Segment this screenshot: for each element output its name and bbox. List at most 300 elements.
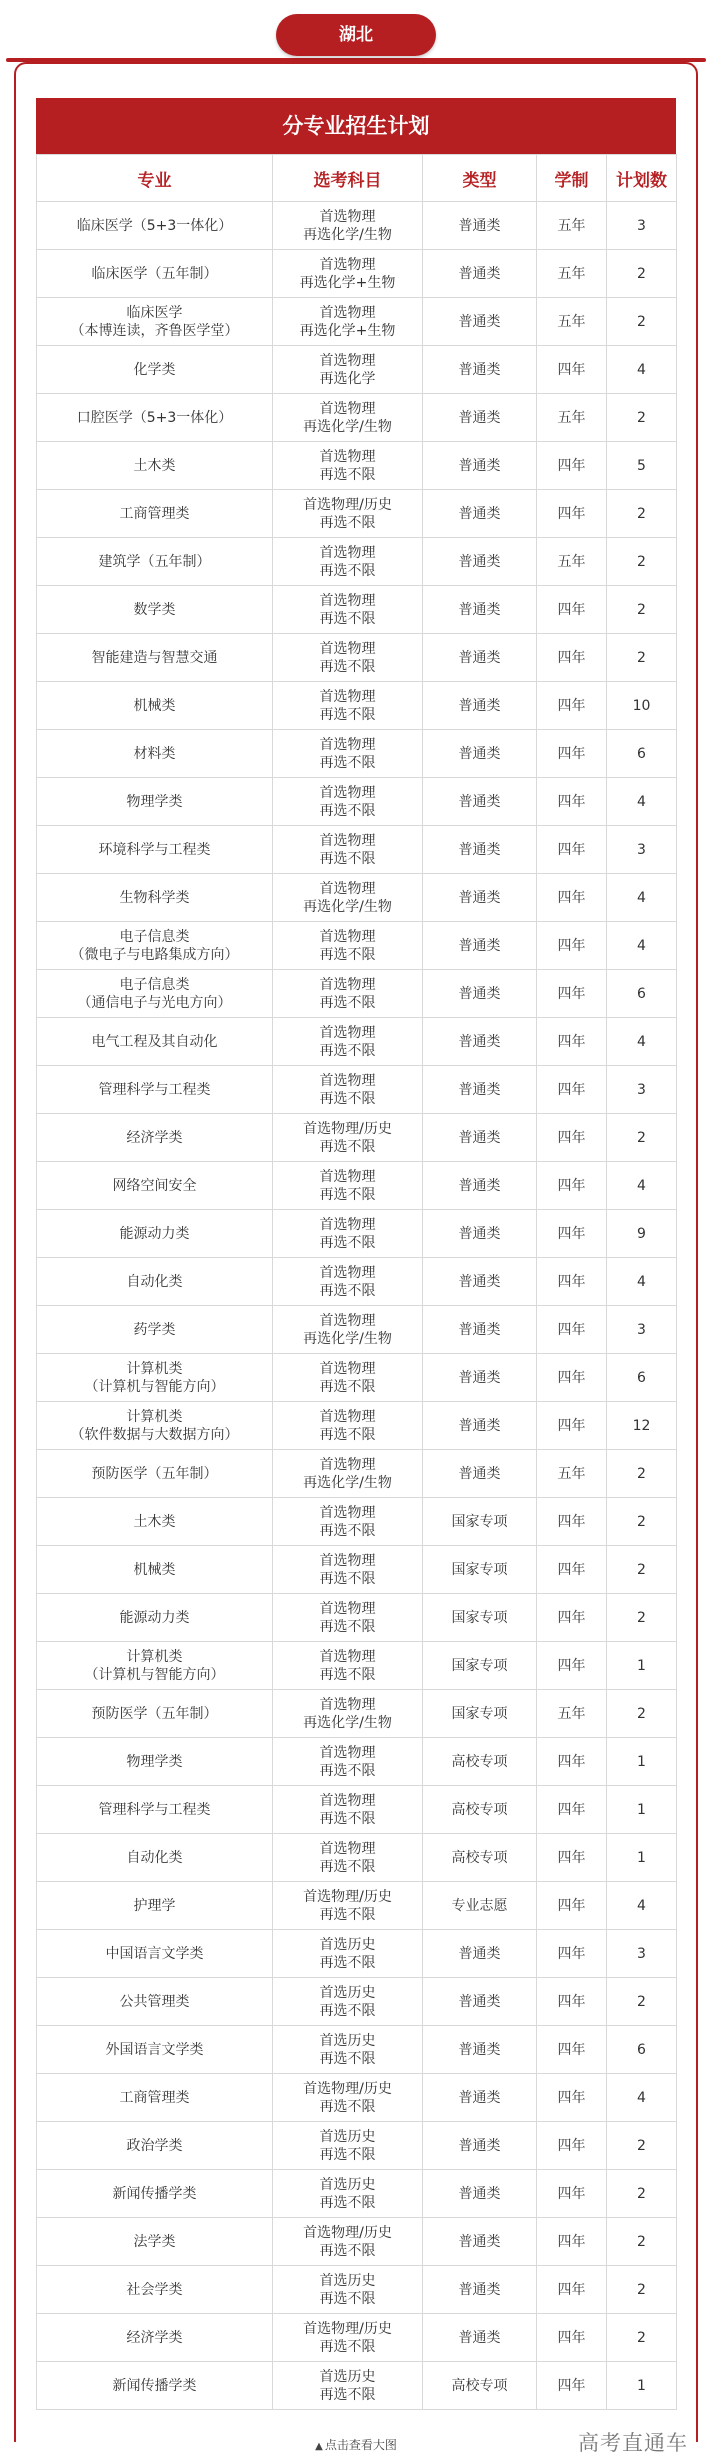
plan-count-cell: 4 [607, 346, 677, 394]
subjects-cell [273, 2266, 423, 2314]
subject-requirement: 再选不限 [319, 1282, 376, 1299]
subjects-cell [273, 1018, 423, 1066]
major-cell [37, 1402, 273, 1450]
plan-count-cell: 2 [607, 490, 677, 538]
table-row [37, 202, 677, 250]
column-header-major: 专业 [37, 155, 273, 202]
subject-requirement: 首选物理 [319, 1456, 376, 1473]
plan-count-cell: 3 [607, 1066, 677, 1114]
plan-count-cell: 2 [607, 1978, 677, 2026]
years-cell: 四年 [537, 1498, 607, 1546]
major-name: 中国语言文学类 [105, 1945, 204, 1962]
subject-requirement: 首选物理 [319, 1696, 376, 1713]
major-cell [37, 874, 273, 922]
major-cell [37, 1306, 273, 1354]
subjects-cell [273, 2074, 423, 2122]
major-name: 新闻传播学类 [112, 2185, 197, 2202]
subject-requirement: 再选不限 [319, 2098, 376, 2115]
table-row [37, 1690, 677, 1738]
table-row [37, 1738, 677, 1786]
major-cell [37, 1738, 273, 1786]
major-name: 新闻传播学类 [112, 2377, 197, 2394]
subjects-cell [273, 1930, 423, 1978]
table-row [37, 1642, 677, 1690]
years-cell: 四年 [537, 1210, 607, 1258]
table-row [37, 1594, 677, 1642]
years-cell: 四年 [537, 1930, 607, 1978]
major-name: 药学类 [133, 1321, 176, 1338]
subject-requirement: 首选物理 [319, 1552, 376, 1569]
subjects-cell [273, 2218, 423, 2266]
subjects-cell [273, 1738, 423, 1786]
major-name: 数学类 [133, 601, 176, 618]
table-row [37, 2218, 677, 2266]
subject-requirement: 再选化学/生物 [303, 1714, 392, 1731]
major-name: 社会学类 [126, 2281, 183, 2298]
major-cell [37, 442, 273, 490]
major-cell [37, 250, 273, 298]
table-row [37, 778, 677, 826]
table-row [37, 1786, 677, 1834]
subjects-cell [273, 1210, 423, 1258]
major-cell [37, 970, 273, 1018]
subjects-cell [273, 250, 423, 298]
subjects-cell [273, 682, 423, 730]
subject-requirement: 首选物理 [319, 832, 376, 849]
major-cell [37, 730, 273, 778]
table-row [37, 1450, 677, 1498]
table-row [37, 394, 677, 442]
major-cell [37, 394, 273, 442]
subject-requirement: 再选不限 [319, 1570, 376, 1587]
table-row [37, 1978, 677, 2026]
subject-requirement: 再选不限 [319, 1234, 376, 1251]
major-cell [37, 1258, 273, 1306]
subjects-cell [273, 538, 423, 586]
major-name: 土木类 [133, 457, 176, 474]
major-name: （计算机与智能方向） [84, 1666, 225, 1683]
years-cell: 四年 [537, 2026, 607, 2074]
plan-count-cell: 4 [607, 1162, 677, 1210]
subject-requirement: 再选不限 [319, 466, 376, 483]
type-cell: 普通类 [423, 2026, 537, 2074]
subjects-cell [273, 922, 423, 970]
table-row [37, 490, 677, 538]
table-title: 分专业招生计划 [36, 98, 676, 154]
years-cell: 四年 [537, 1834, 607, 1882]
plan-count-cell: 2 [607, 1594, 677, 1642]
table-row [37, 1402, 677, 1450]
subjects-cell [273, 2026, 423, 2074]
years-cell: 四年 [537, 1066, 607, 1114]
table-row [37, 2362, 677, 2410]
table-row [37, 970, 677, 1018]
major-cell [37, 1162, 273, 1210]
plan-count-cell: 2 [607, 586, 677, 634]
subject-requirement: 再选不限 [319, 1858, 376, 1875]
subjects-cell [273, 2362, 423, 2410]
subject-requirement: 再选化学/生物 [303, 226, 392, 243]
type-cell: 普通类 [423, 778, 537, 826]
type-cell: 普通类 [423, 250, 537, 298]
years-cell: 四年 [537, 2074, 607, 2122]
subject-requirement: 再选不限 [319, 1042, 376, 1059]
subject-requirement: 再选化学+生物 [299, 322, 396, 339]
years-cell: 四年 [537, 490, 607, 538]
subject-requirement: 首选物理 [319, 1792, 376, 1809]
plan-count-cell: 1 [607, 1642, 677, 1690]
subject-requirement: 再选不限 [319, 802, 376, 819]
major-name: 预防医学（五年制） [91, 1465, 218, 1482]
years-cell: 五年 [537, 538, 607, 586]
years-cell: 四年 [537, 970, 607, 1018]
major-cell [37, 2266, 273, 2314]
subjects-cell [273, 826, 423, 874]
major-cell [37, 2314, 273, 2362]
type-cell: 普通类 [423, 202, 537, 250]
subjects-cell [273, 634, 423, 682]
plan-count-cell: 5 [607, 442, 677, 490]
table-row [37, 1018, 677, 1066]
major-name: 计算机类 [126, 1408, 183, 1425]
years-cell: 四年 [537, 1978, 607, 2026]
subject-requirement: 首选物理 [319, 640, 376, 657]
subject-requirement: 首选物理 [319, 976, 376, 993]
major-cell [37, 1594, 273, 1642]
years-cell: 五年 [537, 1450, 607, 1498]
subject-requirement: 首选物理 [319, 1168, 376, 1185]
major-name: 护理学 [133, 1897, 176, 1914]
table-row [37, 1210, 677, 1258]
type-cell: 普通类 [423, 1402, 537, 1450]
subjects-cell [273, 490, 423, 538]
subjects-cell [273, 394, 423, 442]
table-row [37, 2266, 677, 2314]
plan-count-cell: 2 [607, 2122, 677, 2170]
years-cell: 四年 [537, 2122, 607, 2170]
major-cell [37, 826, 273, 874]
subjects-cell [273, 1114, 423, 1162]
years-cell: 四年 [537, 826, 607, 874]
subject-requirement: 首选物理/历史 [303, 1120, 392, 1137]
subject-requirement: 再选不限 [319, 2290, 376, 2307]
years-cell: 四年 [537, 1162, 607, 1210]
years-cell: 四年 [537, 346, 607, 394]
subject-requirement: 再选化学/生物 [303, 1474, 392, 1491]
plan-count-cell: 1 [607, 1786, 677, 1834]
major-name: 环境科学与工程类 [98, 841, 211, 858]
subjects-cell [273, 1978, 423, 2026]
plan-count-cell: 6 [607, 730, 677, 778]
type-cell: 普通类 [423, 1162, 537, 1210]
years-cell: 五年 [537, 298, 607, 346]
major-name: 能源动力类 [119, 1225, 190, 1242]
major-cell [37, 1834, 273, 1882]
subject-requirement: 再选不限 [319, 946, 376, 963]
subject-requirement: 首选历史 [319, 2272, 376, 2289]
major-name: （微电子与电路集成方向） [70, 946, 239, 963]
table-row [37, 634, 677, 682]
subjects-cell [273, 2122, 423, 2170]
province-tag: 湖北 [276, 14, 436, 56]
subjects-cell [273, 1594, 423, 1642]
table-row [37, 2122, 677, 2170]
plan-count-cell: 2 [607, 250, 677, 298]
subject-requirement: 首选物理 [319, 448, 376, 465]
type-cell: 普通类 [423, 442, 537, 490]
subjects-cell [273, 1882, 423, 1930]
subjects-cell [273, 1498, 423, 1546]
plan-count-cell: 6 [607, 2026, 677, 2074]
major-name: 化学类 [133, 361, 176, 378]
plan-count-cell: 1 [607, 1738, 677, 1786]
subjects-cell [273, 1402, 423, 1450]
major-name: 法学类 [133, 2233, 176, 2250]
years-cell: 四年 [537, 778, 607, 826]
plan-count-cell: 2 [607, 634, 677, 682]
plan-count-cell: 2 [607, 1546, 677, 1594]
major-cell [37, 1930, 273, 1978]
table-row [37, 922, 677, 970]
subject-requirement: 再选不限 [319, 1522, 376, 1539]
major-name: 土木类 [133, 1513, 176, 1530]
major-cell [37, 634, 273, 682]
major-name: 自动化类 [126, 1273, 183, 1290]
subject-requirement: 首选历史 [319, 1984, 376, 2001]
plan-count-cell: 3 [607, 1930, 677, 1978]
table-row [37, 2074, 677, 2122]
major-name: 计算机类 [126, 1360, 183, 1377]
major-cell [37, 1882, 273, 1930]
subjects-cell [273, 970, 423, 1018]
subject-requirement: 再选不限 [319, 1810, 376, 1827]
type-cell: 普通类 [423, 2266, 537, 2314]
table-row [37, 298, 677, 346]
subject-requirement: 首选物理 [319, 1600, 376, 1617]
plan-count-cell: 4 [607, 1882, 677, 1930]
subjects-cell [273, 778, 423, 826]
years-cell: 四年 [537, 1738, 607, 1786]
subject-requirement: 再选不限 [319, 658, 376, 675]
subject-requirement: 首选历史 [319, 2368, 376, 2385]
table-row [37, 682, 677, 730]
major-name: 经济学类 [126, 1129, 183, 1146]
subject-requirement: 首选历史 [319, 2176, 376, 2193]
major-name: 物理学类 [126, 793, 183, 810]
subject-requirement: 再选不限 [319, 1618, 376, 1635]
subject-requirement: 再选化学 [319, 370, 376, 387]
type-cell: 普通类 [423, 2074, 537, 2122]
table-row [37, 1498, 677, 1546]
subject-requirement: 首选物理 [319, 736, 376, 753]
years-cell: 四年 [537, 442, 607, 490]
major-name: 政治学类 [126, 2137, 183, 2154]
years-cell: 四年 [537, 1882, 607, 1930]
subject-requirement: 首选物理 [319, 256, 376, 273]
table-row [37, 1546, 677, 1594]
column-header-type: 类型 [423, 155, 537, 202]
subject-requirement: 再选不限 [319, 1762, 376, 1779]
years-cell: 四年 [537, 730, 607, 778]
years-cell: 四年 [537, 1402, 607, 1450]
subjects-cell [273, 1066, 423, 1114]
subject-requirement: 再选不限 [319, 514, 376, 531]
subject-requirement: 首选物理 [319, 1216, 376, 1233]
subjects-cell [273, 1834, 423, 1882]
subject-requirement: 首选物理 [319, 1360, 376, 1377]
major-cell [37, 1066, 273, 1114]
years-cell: 四年 [537, 1642, 607, 1690]
major-name: 临床医学 [126, 304, 183, 321]
view-large-image-label: 点击查看大图 [324, 2438, 397, 2452]
subjects-cell [273, 2314, 423, 2362]
plan-count-cell: 6 [607, 970, 677, 1018]
subject-requirement: 再选不限 [319, 1378, 376, 1395]
years-cell: 四年 [537, 874, 607, 922]
subject-requirement: 再选不限 [319, 1186, 376, 1203]
column-header-years: 学制 [537, 155, 607, 202]
type-cell: 高校专项 [423, 1786, 537, 1834]
subjects-cell [273, 1258, 423, 1306]
type-cell: 普通类 [423, 634, 537, 682]
type-cell: 普通类 [423, 970, 537, 1018]
table-row [37, 1306, 677, 1354]
subject-requirement: 再选不限 [319, 2002, 376, 2019]
table-row [37, 1834, 677, 1882]
type-cell: 普通类 [423, 826, 537, 874]
table-row [37, 2314, 677, 2362]
major-name: 临床医学（五年制） [91, 265, 218, 282]
subject-requirement: 再选不限 [319, 994, 376, 1011]
subject-requirement: 首选物理 [319, 928, 376, 945]
plan-count-cell: 2 [607, 298, 677, 346]
major-cell [37, 1546, 273, 1594]
subject-requirement: 首选物理/历史 [303, 2320, 392, 2337]
type-cell: 普通类 [423, 1450, 537, 1498]
type-cell: 普通类 [423, 2218, 537, 2266]
major-name: （本博连读，齐鲁医学堂） [70, 322, 239, 339]
subject-requirement: 首选物理 [319, 1072, 376, 1089]
table-row [37, 250, 677, 298]
plan-count-cell: 2 [607, 2314, 677, 2362]
column-header-subjects: 选考科目 [273, 155, 423, 202]
major-cell [37, 202, 273, 250]
type-cell: 普通类 [423, 298, 537, 346]
subjects-cell [273, 1546, 423, 1594]
subject-requirement: 首选物理/历史 [303, 1888, 392, 1905]
years-cell: 四年 [537, 1594, 607, 1642]
years-cell: 四年 [537, 1546, 607, 1594]
type-cell: 普通类 [423, 2314, 537, 2362]
type-cell: 普通类 [423, 1018, 537, 1066]
major-name: 公共管理类 [119, 1993, 190, 2010]
major-name: 电子信息类 [119, 976, 190, 993]
subject-requirement: 再选不限 [319, 2338, 376, 2355]
type-cell: 普通类 [423, 586, 537, 634]
major-name: 自动化类 [126, 1849, 183, 1866]
major-cell [37, 2218, 273, 2266]
plan-count-cell: 4 [607, 2074, 677, 2122]
major-cell [37, 586, 273, 634]
plan-count-cell: 4 [607, 1018, 677, 1066]
type-cell: 普通类 [423, 730, 537, 778]
table-row [37, 874, 677, 922]
major-cell [37, 1498, 273, 1546]
subject-requirement: 首选物理 [319, 1744, 376, 1761]
major-name: 管理科学与工程类 [98, 1801, 211, 1818]
major-cell [37, 1450, 273, 1498]
subject-requirement: 首选物理 [319, 400, 376, 417]
major-cell [37, 1018, 273, 1066]
subject-requirement: 再选不限 [319, 1954, 376, 1971]
major-cell [37, 2170, 273, 2218]
subjects-cell [273, 1162, 423, 1210]
table-row [37, 2170, 677, 2218]
type-cell: 普通类 [423, 682, 537, 730]
type-cell: 专业志愿 [423, 1882, 537, 1930]
major-name: 口腔医学（5+3一体化） [76, 409, 233, 426]
type-cell: 国家专项 [423, 1594, 537, 1642]
table-row [37, 2026, 677, 2074]
subject-requirement: 首选物理 [319, 1648, 376, 1665]
table-row [37, 1354, 677, 1402]
plan-count-cell: 1 [607, 1834, 677, 1882]
subjects-cell [273, 1786, 423, 1834]
major-cell [37, 490, 273, 538]
table-row [37, 1162, 677, 1210]
subject-requirement: 再选不限 [319, 1666, 376, 1683]
plan-count-cell: 2 [607, 394, 677, 442]
subject-requirement: 再选不限 [319, 2146, 376, 2163]
subject-requirement: 首选物理/历史 [303, 2080, 392, 2097]
table-row [37, 586, 677, 634]
type-cell: 普通类 [423, 490, 537, 538]
major-cell [37, 298, 273, 346]
major-name: （软件数据与大数据方向） [70, 1426, 239, 1443]
subject-requirement: 首选物理 [319, 352, 376, 369]
major-name: 管理科学与工程类 [98, 1081, 211, 1098]
major-name: （通信电子与光电方向） [77, 994, 232, 1011]
major-name: 电气工程及其自动化 [91, 1033, 218, 1050]
subject-requirement: 再选不限 [319, 562, 376, 579]
plan-count-cell: 2 [607, 2170, 677, 2218]
years-cell: 四年 [537, 1306, 607, 1354]
type-cell: 普通类 [423, 1930, 537, 1978]
subject-requirement: 首选物理 [319, 784, 376, 801]
years-cell: 四年 [537, 1114, 607, 1162]
major-name: 外国语言文学类 [105, 2041, 204, 2058]
years-cell: 四年 [537, 1786, 607, 1834]
subject-requirement: 再选不限 [319, 1906, 376, 1923]
subjects-cell [273, 730, 423, 778]
major-name: 材料类 [133, 745, 176, 762]
major-name: 机械类 [133, 1561, 176, 1578]
major-name: 电子信息类 [119, 928, 190, 945]
subject-requirement: 再选不限 [319, 2242, 376, 2259]
major-name: 工商管理类 [119, 2089, 190, 2106]
plan-count-cell: 4 [607, 922, 677, 970]
major-cell [37, 1114, 273, 1162]
subject-requirement: 再选不限 [319, 706, 376, 723]
plan-count-cell: 3 [607, 202, 677, 250]
table-row [37, 1930, 677, 1978]
subject-requirement: 首选物理 [319, 544, 376, 561]
major-cell [37, 2074, 273, 2122]
major-name: 物理学类 [126, 1753, 183, 1770]
subject-requirement: 首选物理/历史 [303, 2224, 392, 2241]
subject-requirement: 再选不限 [319, 610, 376, 627]
major-name: 建筑学（五年制） [98, 553, 211, 570]
